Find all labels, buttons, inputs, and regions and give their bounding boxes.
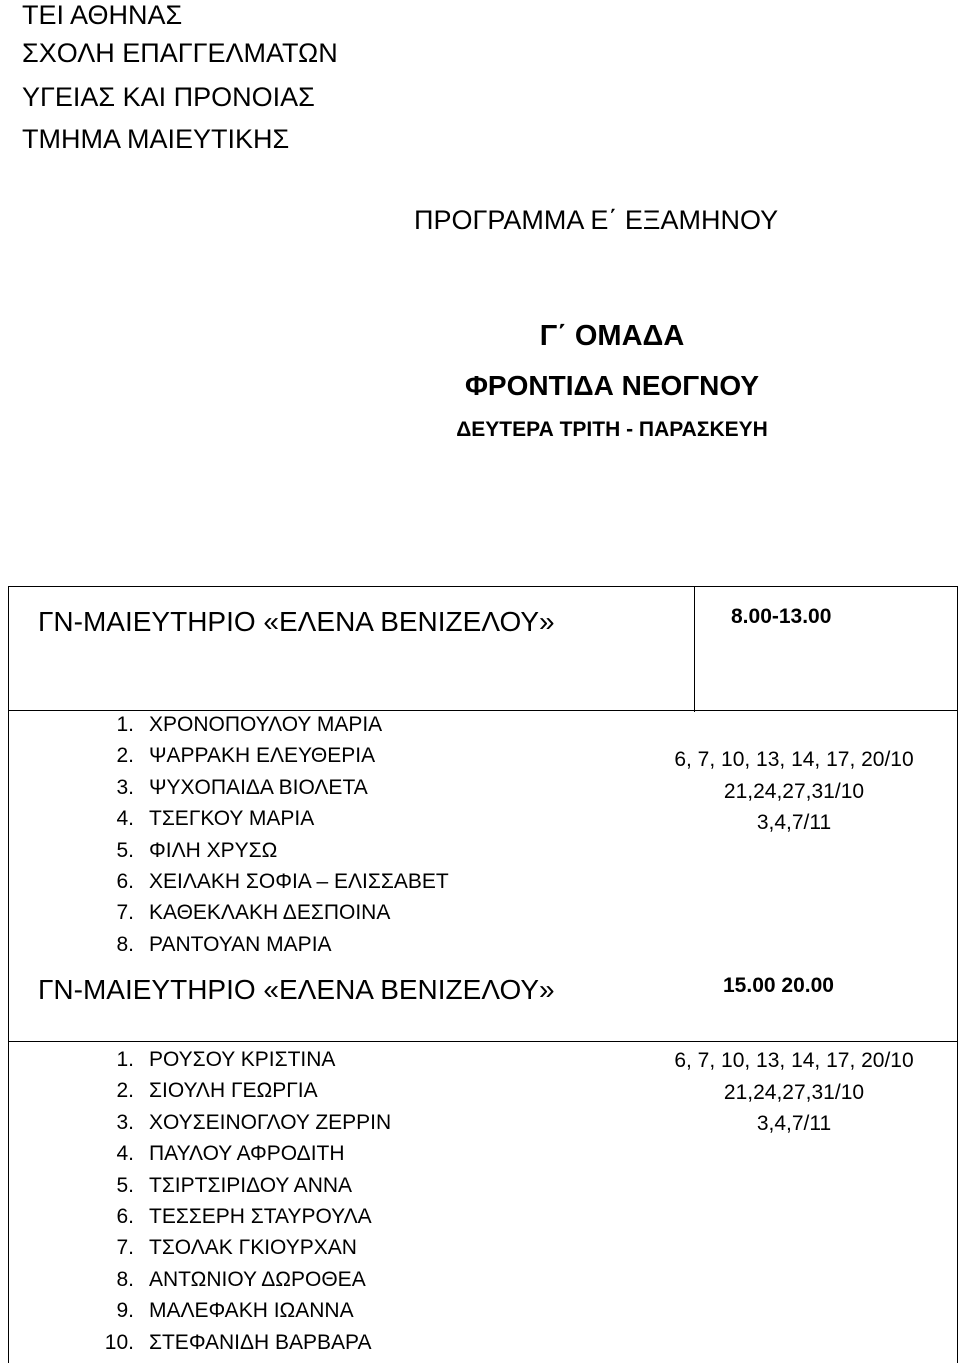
list-item: 9. ΜΑΛΕΦΑΚΗ ΙΩΑΝΝΑ bbox=[116, 1299, 354, 1323]
school-name-continued: ΥΓΕΙΑΣ ΚΑΙ ΠΡΟΝΟΙΑΣ bbox=[22, 82, 315, 112]
program-title: ΠΡΟΓΡΑΜΜΑ Ε΄ ΕΞΑΜΗΝΟΥ bbox=[414, 205, 779, 235]
header-divider bbox=[694, 587, 695, 712]
session-1-hours: 8.00-13.00 bbox=[731, 605, 832, 628]
group-title: Γ΄ ΟΜΑΔΑ bbox=[539, 320, 685, 352]
session-2-student-list bbox=[79, 1044, 391, 1358]
session-1-student-list bbox=[79, 709, 449, 960]
list-item: 3. ΧΟΥΣΕΙΝΟΓΛΟΥ ΖΕΡΡΙΝ bbox=[116, 1110, 392, 1134]
unit-title: ΦΡΟΝΤΙΔΑ ΝΕΟΓΝΟΥ bbox=[464, 370, 760, 401]
dates-line: 21,24,27,31/10 bbox=[723, 1080, 865, 1104]
session-2-dates bbox=[659, 1045, 929, 1140]
list-item: 1. ΧΡΟΝΟΠΟΥΛΟΥ ΜΑΡΙΑ bbox=[116, 713, 383, 736]
list-item: 3. ΨΥΧΟΠΑΙΔΑ ΒΙΟΛΕΤΑ bbox=[116, 775, 368, 799]
dates-line: 21,24,27,31/10 bbox=[723, 779, 865, 803]
list-item: 7. ΤΣΟΛΑΚ ΓΚΙΟΥΡΧΑΝ bbox=[116, 1236, 357, 1260]
table-rule bbox=[9, 1041, 957, 1042]
list-item: 4. ΤΣΕΓΚΟΥ ΜΑΡΙΑ bbox=[116, 807, 315, 831]
list-item: 6. ΤΕΣΣΕΡΗ ΣΤΑΥΡΟΥΛΑ bbox=[116, 1205, 372, 1229]
list-item: 4. ΠΑΥΛΟΥ ΑΦΡΟΔΙΤΗ bbox=[116, 1142, 345, 1166]
list-item: 8. ΡΑΝΤΟΥΑΝ ΜΑΡΙΑ bbox=[116, 932, 332, 956]
list-item: 10. ΣΤΕΦΑΝΙΔΗ ΒΑΡΒΑΡΑ bbox=[104, 1330, 372, 1354]
list-item: 8. ΑΝΤΩΝΙΟΥ ΔΩΡΟΘΕΑ bbox=[116, 1267, 366, 1291]
list-item: 2. ΣΙΟΥΛΗ ΓΕΩΡΓΙΑ bbox=[116, 1079, 318, 1103]
list-item: 7. ΚΑΘΕΚΛΑΚΗ ΔΕΣΠΟΙΝΑ bbox=[116, 901, 391, 925]
list-item: 2. ΨΑΡΡΑΚΗ ΕΛΕΥΘΕΡΙΑ bbox=[116, 744, 376, 768]
days-line: ΔΕΥΤΕΡΑ ΤΡΙΤΗ - ΠΑΡΑΣΚΕΥΗ bbox=[456, 418, 768, 441]
dates-line: 3,4,7/11 bbox=[756, 1112, 832, 1135]
dates-line: 6, 7, 10, 13, 14, 17, 20/10 bbox=[674, 748, 914, 771]
list-item: 5. ΦΙΛΗ ΧΡΥΣΩ bbox=[116, 838, 278, 862]
list-item: 5. ΤΣΙΡΤΣΙΡΙΔΟΥ ΑΝΝΑ bbox=[116, 1173, 353, 1197]
dates-line: 3,4,7/11 bbox=[756, 811, 832, 834]
schedule-table bbox=[8, 586, 958, 1363]
institution-name: ΤΕΙ ΑΘΗΝΑΣ bbox=[22, 0, 183, 30]
department-name: ΤΜΗΜΑ ΜΑΙΕΥΤΙΚΗΣ bbox=[22, 124, 290, 154]
session-2-hours: 15.00 20.00 bbox=[723, 974, 834, 997]
list-item: 1. ΡΟΥΣΟΥ ΚΡΙΣΤΙΝΑ bbox=[116, 1048, 336, 1071]
session-2-location: ΓΝ-ΜΑΙΕΥΤΗΡΙΟ «ΕΛΕΝΑ ΒΕΝΙΖΕΛΟΥ» bbox=[38, 974, 555, 1005]
dates-line: 6, 7, 10, 13, 14, 17, 20/10 bbox=[674, 1049, 914, 1072]
session-1-location: ΓΝ-ΜΑΙΕΥΤΗΡΙΟ «ΕΛΕΝΑ ΒΕΝΙΖΕΛΟΥ» bbox=[38, 606, 555, 637]
school-name: ΣΧΟΛΗ ΕΠΑΓΓΕΛΜΑΤΩΝ bbox=[22, 38, 338, 68]
list-item: 6. ΧΕΙΛΑΚΗ ΣΟΦΙΑ – ΕΛΙΣΣΑΒΕΤ bbox=[116, 870, 449, 894]
session-1-dates bbox=[659, 744, 929, 839]
